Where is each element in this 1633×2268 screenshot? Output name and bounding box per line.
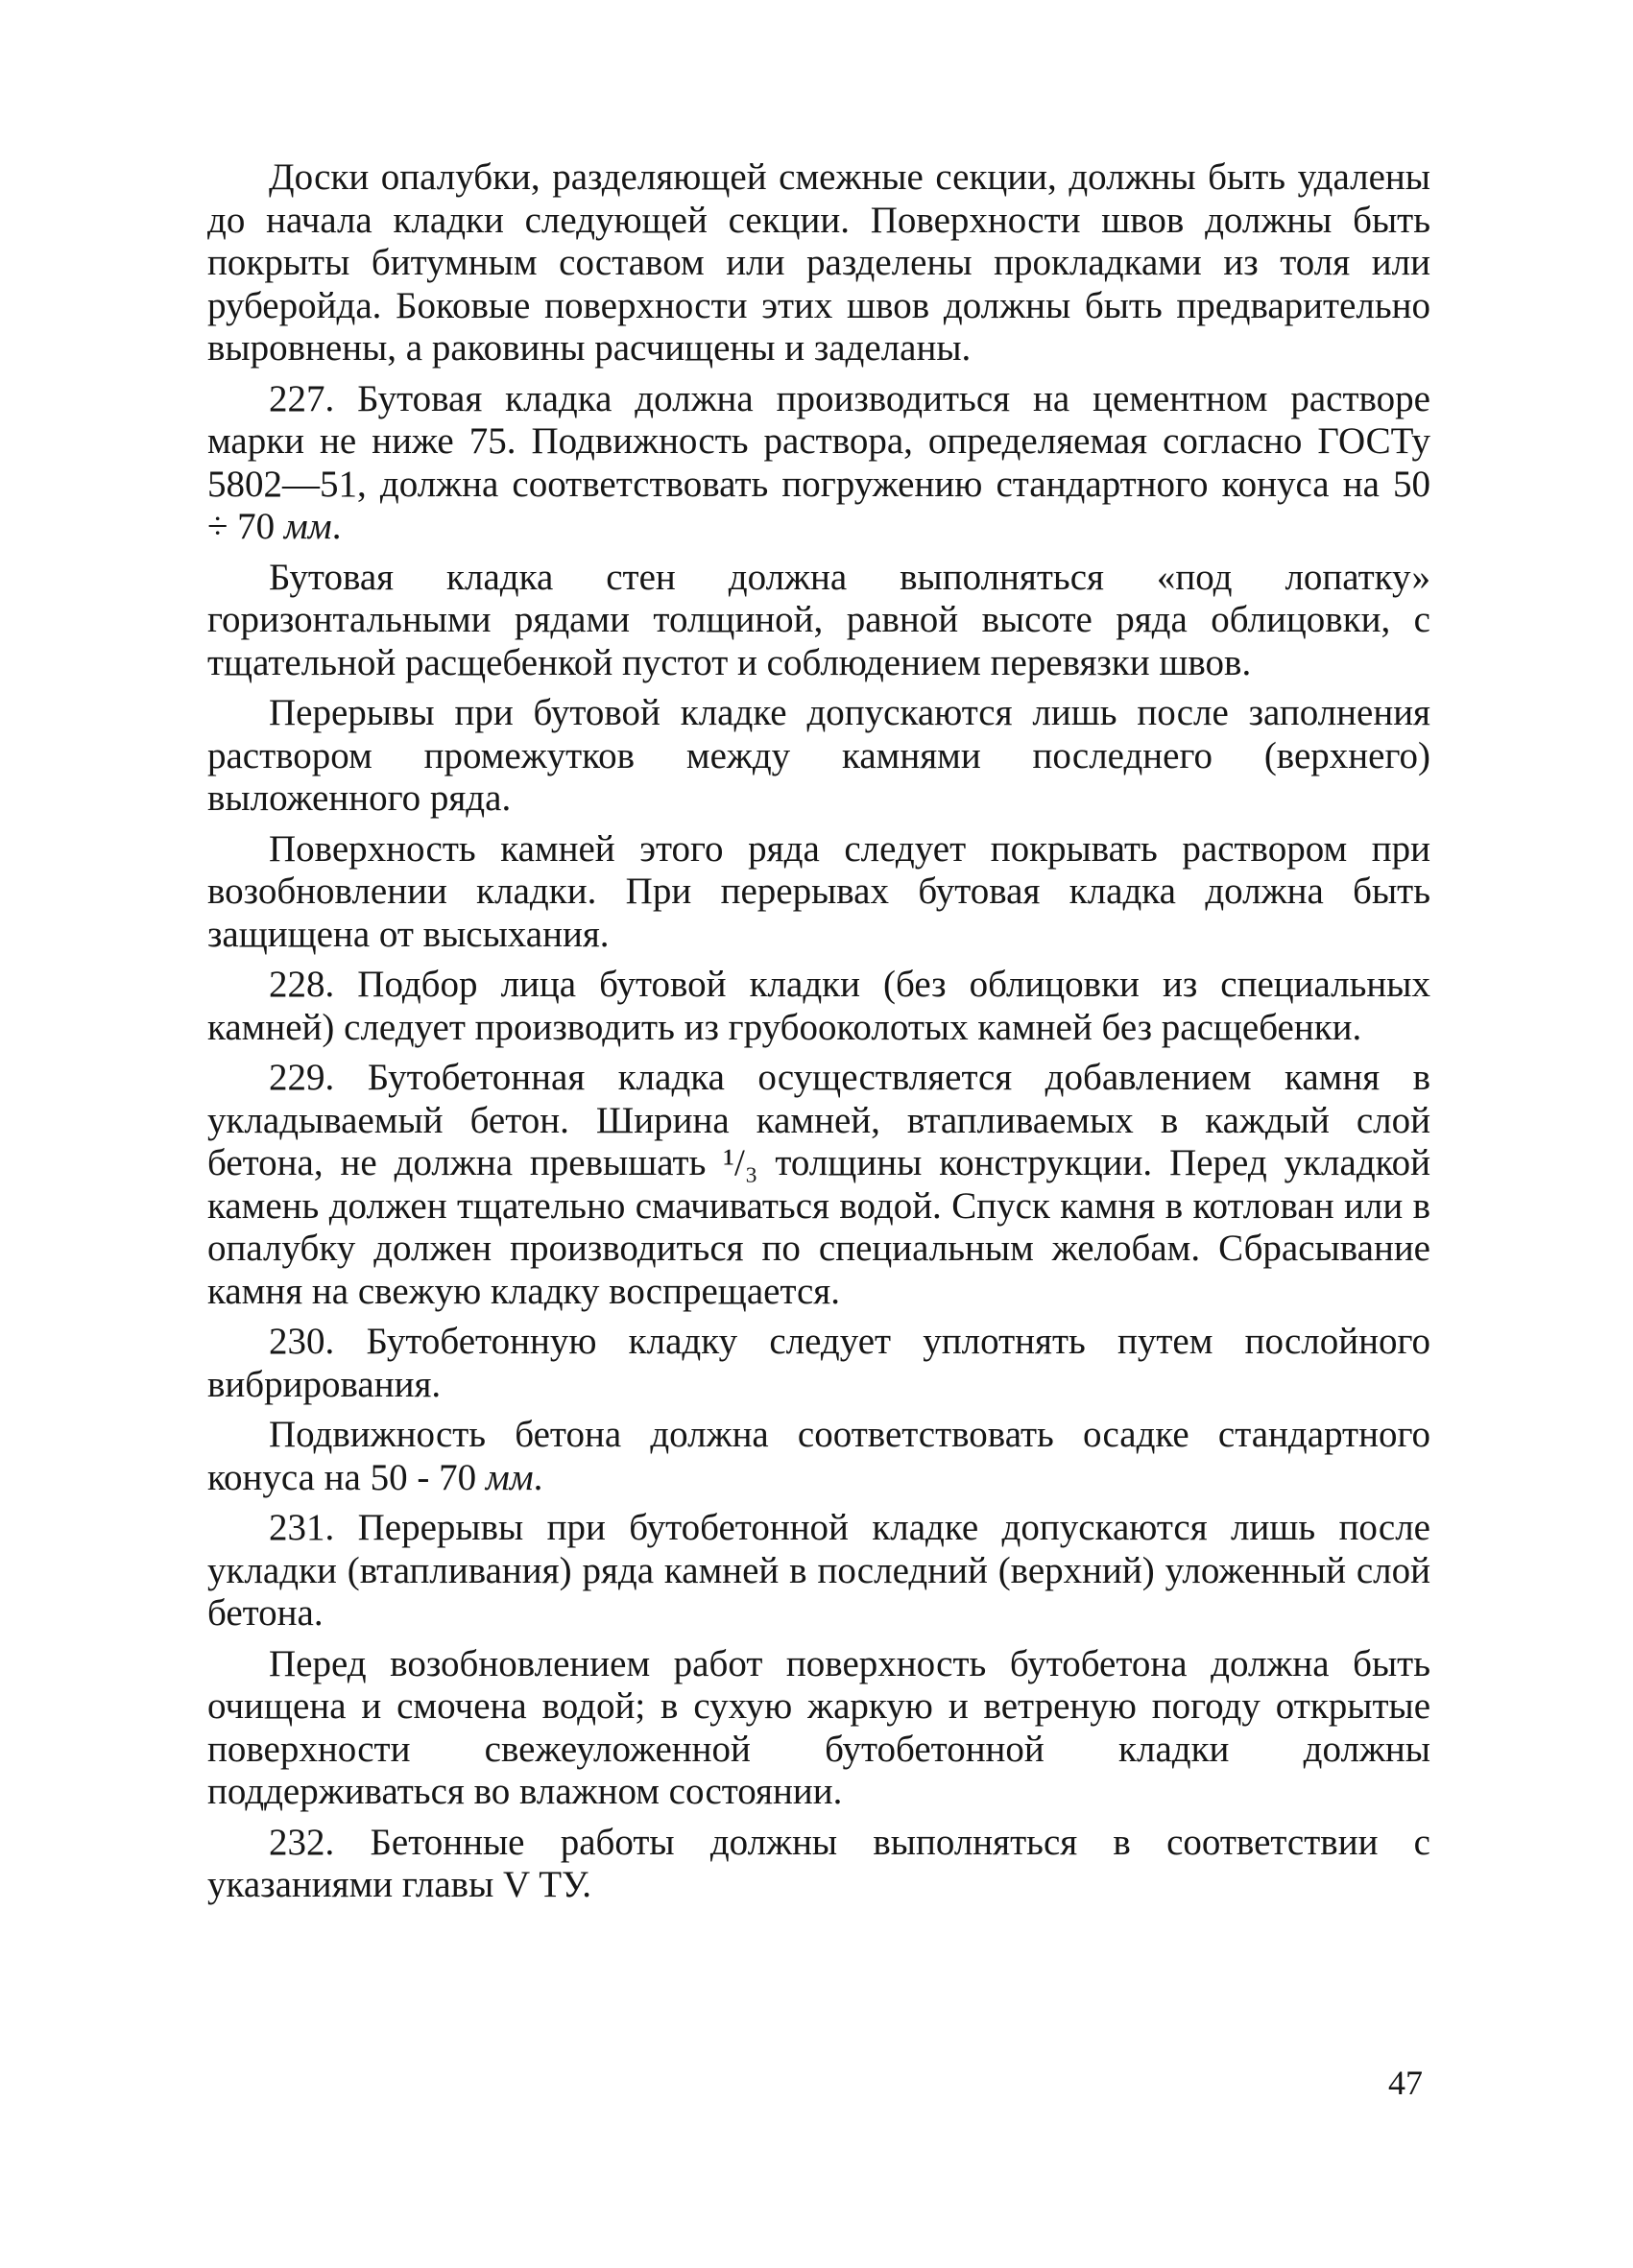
paragraph-228-face-selection: 228. Подбор лица бутовой кладки (без облицовки из специальных камней) следует производить из грубооколотых камней без расщебенки. — [207, 964, 1430, 1048]
paragraph-227-end: . — [331, 506, 342, 547]
unit-mm: мм — [283, 506, 332, 547]
paragraph-227-text: 227. Бутовая кладка должна производиться на цементном растворе марки не ниже 75. Подвижность раствора, определяемая согласно ГОСТу 5802—51, должна соответствовать погружению стандартного конуса на 50 ÷ 70 — [207, 377, 1430, 547]
paragraph-227-rubble-masonry — [207, 378, 1430, 549]
paragraph-stone-surface: Поверхность камней этого ряда следует покрывать раствором при возобновлении кладки. При перерывах бутовая кладка должна быть защищена от высыхания. — [207, 827, 1430, 955]
paragraph-masonry-breaks: Перерывы при бутовой кладке допускаются лишь после заполнения раствором промежутков между камнями последнего (верхнего) выложенного ряда. — [207, 692, 1430, 819]
unit-mm: мм — [485, 1456, 534, 1498]
paragraph-formwork-boards: Доски опалубки, разделяющей смежные секции, должны быть удалены до начала кладки следующей секции. Поверхности швов должны быть покрыты битумным составом или разделены прокладками из толя или руберойда. Боковые поверхности этих швов должны быть предварительно выровнены, а раковины расчищены и заделаны. — [207, 156, 1430, 369]
paragraph-concrete-mobility — [207, 1414, 1430, 1499]
paragraph-wall-masonry: Бутовая кладка стен должна выполняться «под лопатку» горизонтальными рядами толщиной, равной высоте ряда облицовки, с тщательной расщебенкой пустот и соблюдением перевязки швов. — [207, 556, 1430, 683]
paragraph-229-rubble-concrete: 229. Бутобетонная кладка осуществляется добавлением камня в укладываемый бетон. Ширина камней, втапливаемых в каждый слой бетона, не должна превышать ¹/₃ толщины конструкции. Перед укладкой камень должен тщательно смачиваться водой. Спуск камня в котлован или в опалубку должен производиться по специальным желобам. Сбрасывание камня на свежую кладку воспрещается. — [207, 1057, 1430, 1312]
document-page — [207, 156, 1430, 1915]
paragraph-mobility-text: Подвижность бетона должна соответствовать осадке стандартного конуса на 50 - 70 — [207, 1414, 1430, 1498]
page-number: 47 — [1388, 2064, 1423, 2102]
paragraph-mobility-end: . — [533, 1456, 543, 1498]
paragraph-230-compaction: 230. Бутобетонную кладку следует уплотнять путем послойного вибрирования. — [207, 1321, 1430, 1405]
paragraph-232-concrete-works: 232. Бетонные работы должны выполняться в соответствии с указаниями главы V ТУ. — [207, 1821, 1430, 1905]
paragraph-resumption: Перед возобновлением работ поверхность бутобетона должна быть очищена и смочена водой; в сухую жаркую и ветреную погоду открытые поверхности свежеуложенной бутобетонной кладки должны поддерживаться во влажном состоянии. — [207, 1642, 1430, 1812]
paragraph-231-breaks: 231. Перерывы при бутобетонной кладке допускаются лишь после укладки (втапливания) ряда камней в последний (верхний) уложенный слой бетона. — [207, 1507, 1430, 1634]
